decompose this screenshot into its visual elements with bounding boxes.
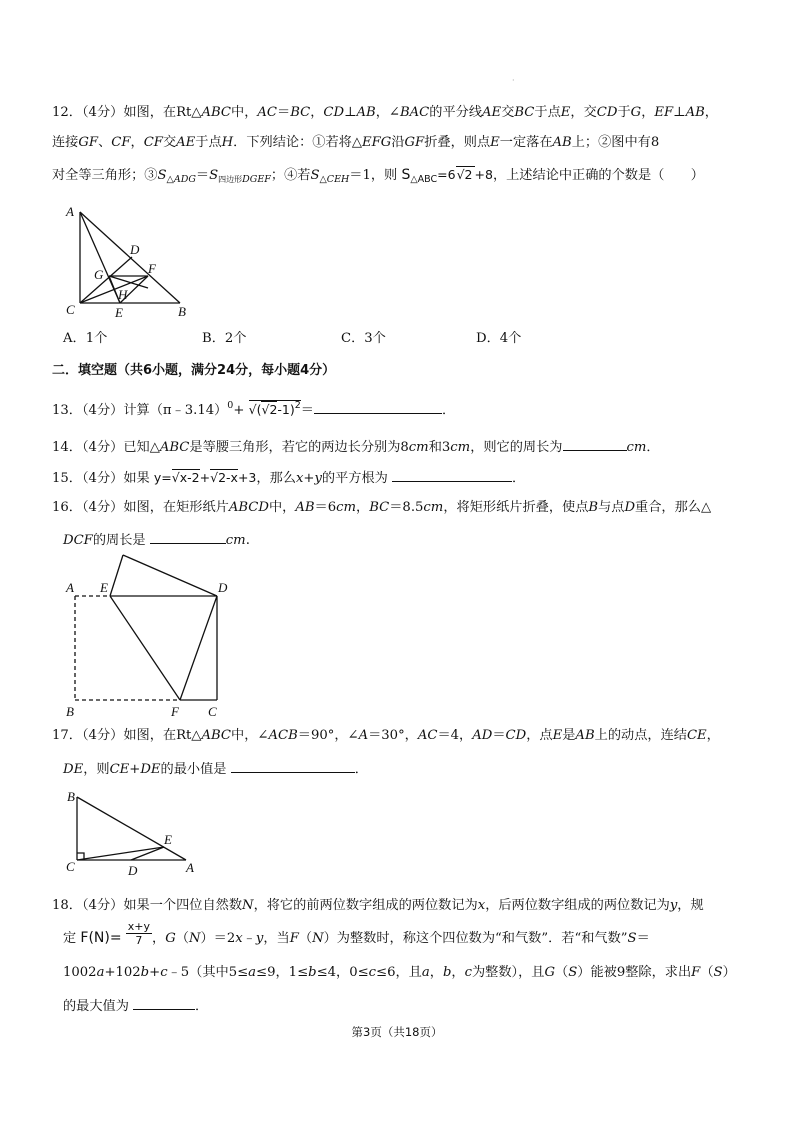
fig12-label-e: E — [115, 305, 123, 320]
section-heading: 二．填空题（共6小题，满分24分，每小题4分） — [52, 363, 336, 378]
q17-line2: DE，则CE+DE的最小值是 ． — [63, 759, 368, 779]
header-dot: · — [512, 76, 515, 85]
q18-line4: 的最大值为 ． — [63, 996, 208, 1016]
fig16-label-e: E — [100, 580, 108, 595]
fig12-label-h: H — [118, 287, 128, 302]
fig17-label-b: B — [67, 789, 75, 804]
fig16-label-b: B — [66, 704, 74, 719]
fig12-label-c: C — [66, 302, 75, 317]
q12-figure — [60, 200, 190, 320]
q15-answer-blank[interactable] — [392, 468, 512, 482]
q17-answer-blank[interactable] — [231, 759, 355, 773]
q13-line: 13．（4分）计算（π﹣3.14）$^0$+ $√(√2-1)^2=$ ． — [52, 400, 456, 418]
q17-figure — [60, 787, 210, 877]
q12-option-d[interactable]: D．4个 — [476, 331, 522, 346]
q12-line1: 12．（4分）如图，在Rt△ABC中，AC＝BC，CD⊥AB，∠BAC的平分线AE交BC于点E，交CD于G，EF⊥AB， — [52, 105, 718, 120]
fig16-label-d: D — [218, 580, 228, 595]
fig17-label-d: D — [128, 863, 138, 878]
q13-answer-blank[interactable] — [314, 400, 442, 414]
q16-line2: DCF的周长是 cm. — [63, 530, 250, 550]
q18-line3: 1002a+102b+c﹣5（其中5≤a≤9，1≤b≤4，0≤c≤6，且a，b，c为整数），且G（S）能被9整除，求出F（S） — [63, 965, 736, 980]
q16-figure — [60, 550, 250, 720]
fig12-label-g: G — [94, 267, 104, 282]
q12-line2: 连接GF、CF，CF交AE于点H．下列结论：①若将△EFG沿GF折叠，则点E一定落在AB上；②图中有8 — [52, 135, 660, 150]
q16-answer-blank[interactable] — [150, 530, 226, 544]
q18-line1: 18．（4分）如果一个四位自然数N，将它的前两位数字组成的两位数记为x，后两位数字组成的两位数记为y，规 — [52, 898, 704, 913]
q18-answer-blank[interactable] — [133, 996, 195, 1010]
fig16-label-f: F — [171, 704, 179, 719]
q12-option-c[interactable]: C．3个 — [341, 331, 386, 346]
q14-answer-blank[interactable] — [563, 437, 627, 451]
q18-line2: 定 F(N)= $\frac{x+y}{7}$ ，G（N）＝2x﹣y，当F（N）为整数时，称这个四位数为“和气数”．若“和气数”S＝ — [63, 920, 650, 947]
q12-option-b[interactable]: B．2个 — [202, 331, 247, 346]
q12-line3: 对全等三角形；$③S_{\triangle ADG}=S_{四边形DGEF}$；④若$S_{\triangle CEH}=1$，则 $S_{\triangle ABC}=6√2 +8$，上述结论中正确的个数是（ ） — [52, 167, 704, 185]
fig12-label-f: F — [148, 261, 156, 276]
q15-line: 15．（4分）如果 y=√x-2+√2-x+3，那么x+y的平方根为 ． — [52, 470, 526, 486]
page-footer: 第3页（共18页） — [351, 1025, 443, 1039]
fig12-label-b: B — [178, 304, 186, 319]
fig12-label-a: A — [66, 204, 74, 219]
fig16-label-c: C — [208, 704, 217, 719]
fig17-label-e: E — [164, 832, 172, 847]
q16-line1: 16．（4分）如图，在矩形纸片ABCD中，AB＝6cm，BC＝8.5cm，将矩形纸片折叠，使点B与点D重合，那么△ — [52, 500, 712, 515]
fig16-label-a: A — [66, 580, 74, 595]
fig17-label-c: C — [66, 859, 75, 874]
fig12-label-d: D — [130, 242, 140, 257]
q12-option-a[interactable]: A．1个 — [63, 331, 108, 346]
fig17-label-a: A — [186, 860, 194, 875]
q17-line1: 17．（4分）如图，在Rt△ABC中，∠ACB＝90°，∠A＝30°，AC＝4，AD＝CD，点E是AB上的动点，连结CE， — [52, 728, 720, 743]
q14-line: 14．（4分）已知△ABC是等腰三角形，若它的两边长分别为8cm和3cm，则它的周长为 cm． — [52, 437, 660, 457]
